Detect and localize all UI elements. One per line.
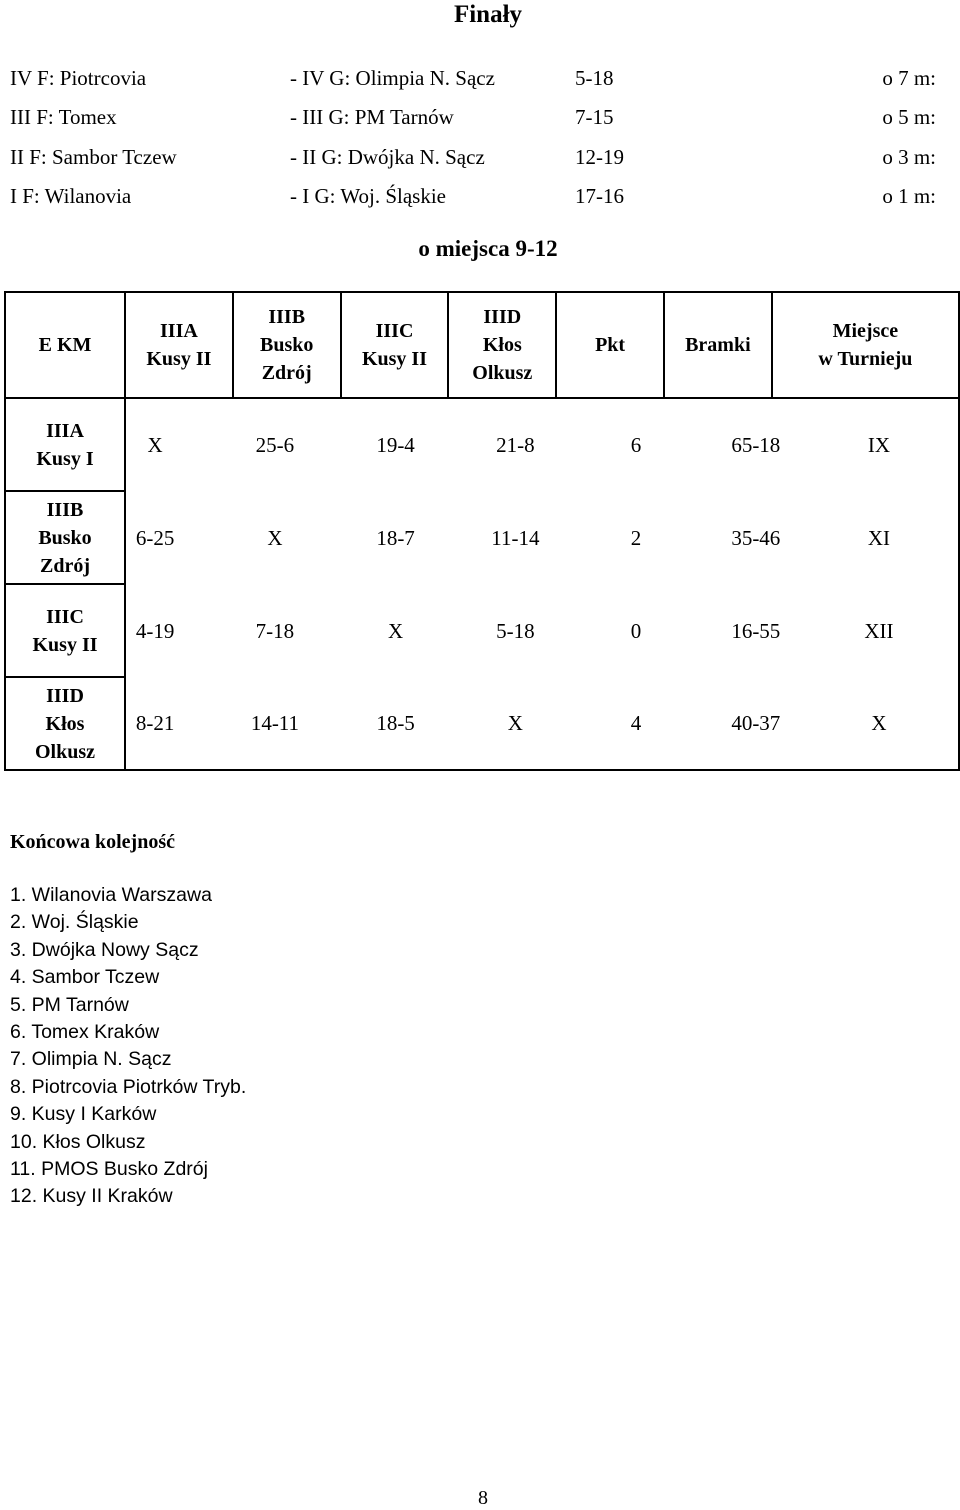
cell-value: 2 <box>630 525 642 550</box>
cell-value: 6 <box>630 433 642 457</box>
final-team-g: - II G: Dwójka N. Sącz <box>290 144 485 169</box>
cell-value: X <box>267 525 283 550</box>
table-corner: E KM <box>5 292 125 398</box>
row-team: IIID Kłos Olkusz <box>5 677 125 770</box>
final-row <box>10 182 960 221</box>
cell-value: 16-55 <box>731 618 781 643</box>
list-item: 11. PMOS Busko Zdrój <box>10 1157 208 1180</box>
cell-value: XII <box>864 618 894 643</box>
standings-title: Końcowa kolejność <box>10 831 175 853</box>
list-item: 2. Woj. Śląskie <box>10 911 139 934</box>
cell-value: 8-21 <box>135 711 175 735</box>
list-item: 3. Dwójka Nowy Sącz <box>10 938 199 961</box>
cell-value: 4-19 <box>135 618 175 643</box>
cell-value: 19-4 <box>376 433 415 457</box>
final-team-g: - I G: Woj. Śląskie <box>290 183 446 208</box>
cell-value: 35-46 <box>731 525 781 550</box>
final-team-g: - IV G: Olimpia N. Sącz <box>290 66 495 90</box>
final-score: 7-15 <box>575 105 614 130</box>
row-team: IIIC Kusy II <box>5 584 125 677</box>
final-place: o 3 m: <box>882 144 936 169</box>
table-row <box>5 584 959 677</box>
cell-value: XI <box>867 525 891 550</box>
column-header: IIID Kłos Olkusz <box>448 292 556 398</box>
row-values <box>125 584 959 677</box>
cell-value: 25-6 <box>255 433 295 457</box>
list-item: 8. Piotrcovia Piotrków Tryb. <box>10 1075 247 1098</box>
row-team: IIIB Busko Zdrój <box>5 491 125 584</box>
list-item: 9. Kusy I Karków <box>10 1103 157 1126</box>
results-table <box>4 291 960 771</box>
column-header: IIIC Kusy II <box>341 292 449 398</box>
cell-value: X <box>871 711 887 735</box>
page-title: Finały <box>453 1 523 28</box>
final-row <box>10 143 960 182</box>
cell-value: X <box>147 433 163 457</box>
final-team-f: II F: Sambor Tczew <box>10 144 177 169</box>
cell-value: 5-18 <box>496 618 535 643</box>
list-item: 4. Sambor Tczew <box>10 966 160 989</box>
final-row <box>10 64 960 103</box>
list-item: 10. Kłos Olkusz <box>10 1130 146 1153</box>
list-item: 1. Wilanovia Warszawa <box>10 884 212 906</box>
column-header: Miejsce w Turnieju <box>772 292 959 398</box>
cell-value: 11-14 <box>491 525 540 550</box>
row-values <box>125 677 959 770</box>
row-values <box>125 491 959 584</box>
final-score: 5-18 <box>575 66 614 90</box>
table-row <box>5 677 959 770</box>
final-team-f: IV F: Piotrcovia <box>10 66 147 90</box>
final-place: o 5 m: <box>882 105 936 130</box>
cell-value: 65-18 <box>731 433 781 457</box>
final-score: 17-16 <box>575 183 624 208</box>
cell-value: 18-5 <box>376 711 415 735</box>
cell-value: 7-18 <box>255 618 295 643</box>
table-row <box>5 491 959 584</box>
list-item: 5. PM Tarnów <box>10 993 129 1016</box>
column-header: IIIB Busko Zdrój <box>233 292 341 398</box>
final-team-g: - III G: PM Tarnów <box>290 105 454 130</box>
standings-list <box>10 882 246 1211</box>
final-team-f: III F: Tomex <box>10 105 117 130</box>
final-place: o 1 m: <box>882 183 936 208</box>
page-number: 8 <box>478 1487 488 1509</box>
column-header: Pkt <box>556 292 664 398</box>
group-title: o miejsca 9-12 <box>418 236 558 261</box>
list-item: 7. Olimpia N. Sącz <box>10 1048 172 1071</box>
table-header-row <box>5 292 959 398</box>
cell-value: 14-11 <box>250 711 300 735</box>
cell-value: 40-37 <box>731 711 781 735</box>
row-values <box>125 398 959 491</box>
final-team-f: I F: Wilanovia <box>10 183 132 208</box>
final-row <box>10 103 960 142</box>
cell-value: 0 <box>630 618 642 643</box>
cell-value: X <box>387 618 404 643</box>
cell-value: 18-7 <box>376 525 415 550</box>
cell-value: 6-25 <box>135 525 175 550</box>
column-header: IIIA Kusy II <box>125 292 233 398</box>
cell-value: X <box>507 711 523 735</box>
final-score: 12-19 <box>575 144 624 169</box>
finals-list <box>10 64 960 221</box>
cell-value: 21-8 <box>496 433 535 457</box>
row-team: IIIA Kusy I <box>5 398 125 491</box>
column-header: Bramki <box>664 292 772 398</box>
table-row <box>5 398 959 491</box>
cell-value: 4 <box>630 711 642 735</box>
list-item: 6. Tomex Kraków <box>10 1020 160 1043</box>
final-place: o 7 m: <box>882 66 936 90</box>
cell-value: IX <box>867 433 891 457</box>
list-item: 12. Kusy II Kraków <box>10 1185 173 1208</box>
